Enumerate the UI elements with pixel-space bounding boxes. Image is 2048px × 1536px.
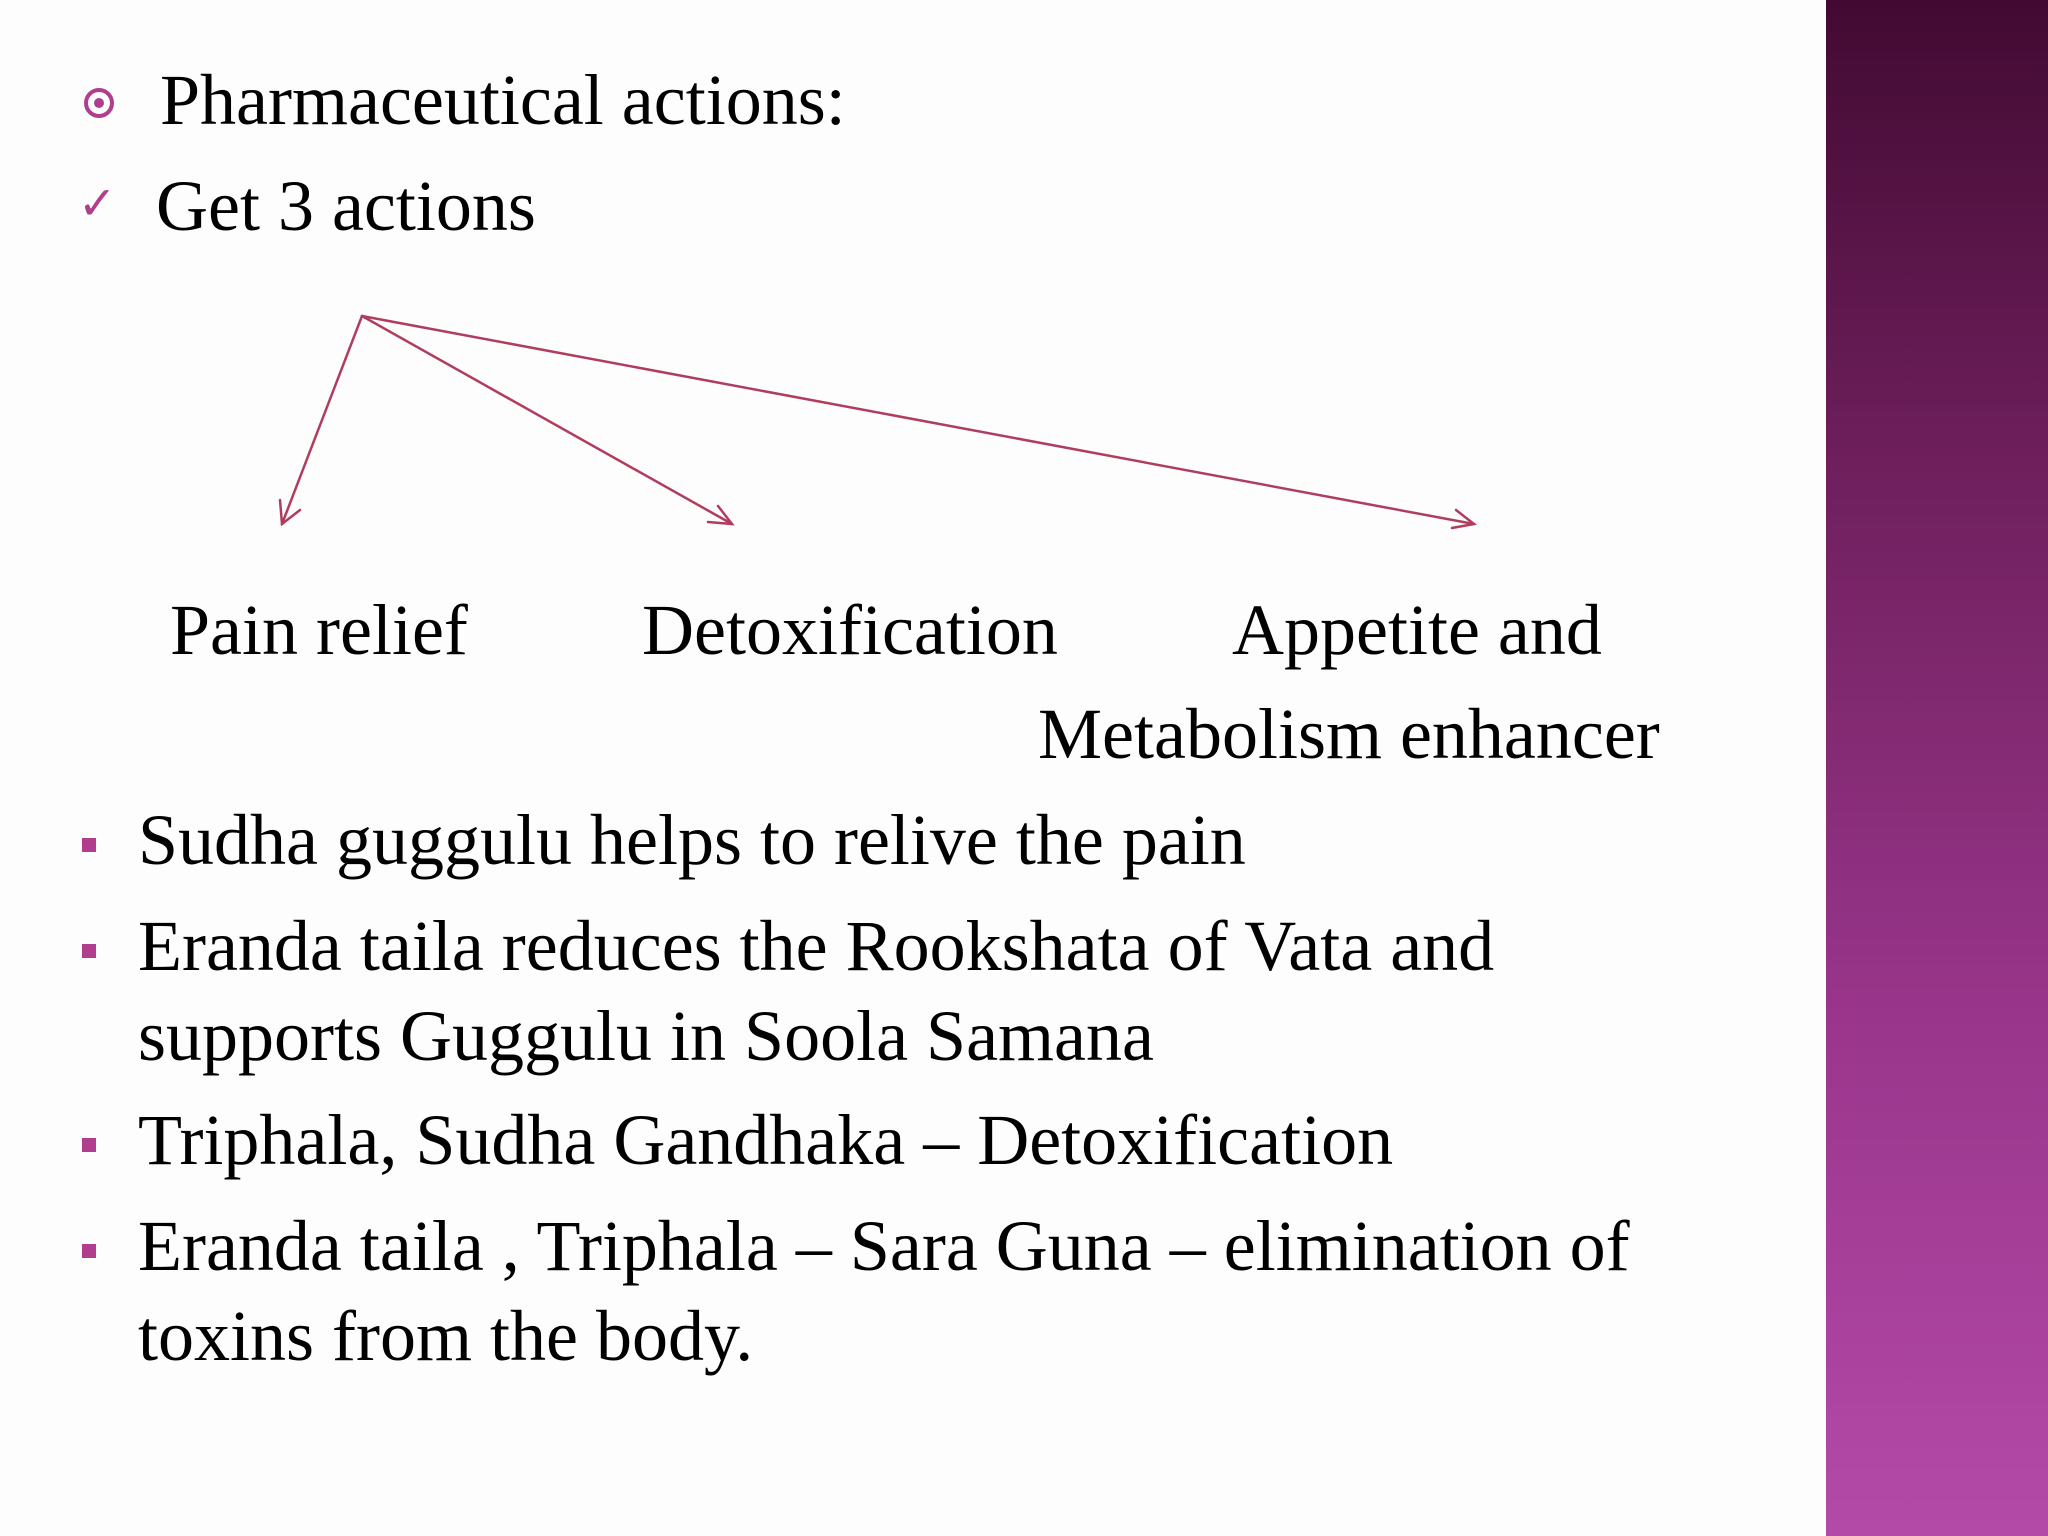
action-appetite-line2: Metabolism enhancer	[1038, 694, 1660, 774]
square-bullet-icon	[82, 1244, 96, 1258]
list-item-2-line2: supports Guggulu in Soola Samana	[138, 996, 1154, 1076]
list-item-4-line1: Eranda taila , Triphala – Sara Guna – elimination of	[138, 1206, 1630, 1286]
arrow-icon	[1452, 510, 1474, 528]
arrow-icon	[362, 316, 732, 524]
square-bullet-icon	[82, 944, 96, 958]
slide-title: Pharmaceutical actions:	[160, 60, 846, 140]
action-pain-relief: Pain relief	[170, 590, 468, 670]
check-icon: ✓	[78, 176, 117, 230]
list-item-4-line2: toxins from the body.	[138, 1296, 754, 1376]
arrow-icon	[708, 506, 732, 524]
square-bullet-icon	[82, 838, 96, 852]
radio-bullet-icon	[84, 88, 114, 118]
list-item-3: Triphala, Sudha Gandhaka – Detoxification	[138, 1100, 1394, 1180]
list-item-1: Sudha guggulu helps to relive the pain	[138, 800, 1246, 880]
slide-subtitle: Get 3 actions	[156, 166, 536, 246]
list-item-2-line1: Eranda taila reduces the Rookshata of Vata and	[138, 906, 1495, 986]
arrow-icon	[362, 316, 1474, 524]
action-appetite-line1: Appetite and	[1232, 590, 1602, 670]
arrow-icon	[280, 500, 300, 524]
arrow-icon	[282, 316, 362, 524]
square-bullet-icon	[82, 1138, 96, 1152]
decorative-side-bar	[1826, 0, 2048, 1536]
action-detoxification: Detoxification	[642, 590, 1058, 670]
